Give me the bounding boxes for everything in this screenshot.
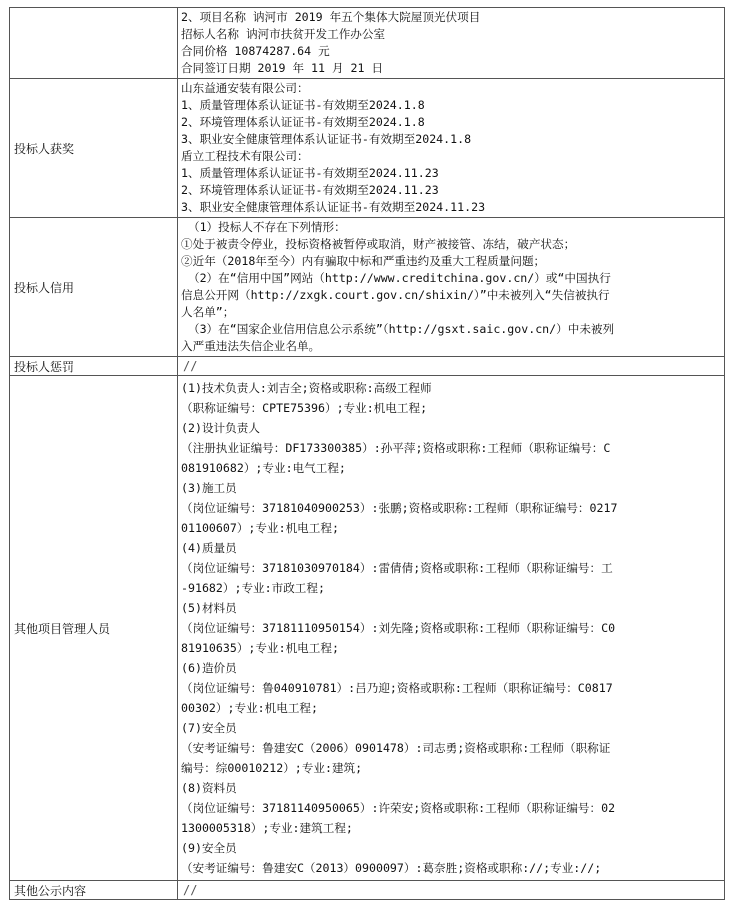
text-line: （1）投标人不存在下列情形： [181, 220, 346, 234]
text-line: (7)安全员 [181, 721, 237, 735]
text-line: 01100607）;专业:机电工程; [181, 521, 339, 535]
performance-label-cell [10, 8, 178, 79]
text-line: 入严重违法失信企业名单。 [181, 339, 321, 353]
penalty-label: 投标人惩罚 [10, 357, 178, 376]
text-line: （安考证编号：鲁建安C（2013）0900097）:葛奈胜;资格或职称://;专业://; [181, 861, 602, 875]
awards-row [10, 79, 725, 218]
text-line: 盾立工程技术有限公司： [181, 149, 309, 163]
text-line: (5)材料员 [181, 601, 237, 615]
credit-label: 投标人信用 [10, 218, 178, 357]
penalty-value: // [183, 359, 198, 373]
other-content [178, 881, 725, 900]
text-line: （职称证编号：CPTE75396）;专业:机电工程; [181, 401, 428, 415]
text-line: (4)质量员 [181, 541, 237, 555]
staff-row [10, 376, 725, 881]
text-line: 1、质量管理体系认证证书-有效期至2024.1.8 [181, 98, 425, 112]
text-line: （3）在“国家企业信用信息公示系统”（http://gsxt.saic.gov.cn/）中未被列 [181, 322, 615, 336]
text-line: 人名单”； [181, 305, 235, 319]
other-row [10, 881, 725, 900]
text-line: （安考证编号：鲁建安C（2006）0901478）:司志勇;资格或职称:工程师（职称证 [181, 741, 611, 755]
staff-label: 其他项目管理人员 [10, 376, 178, 881]
text-line: (2)设计负责人 [181, 421, 260, 435]
text-line: 编号：综00010212）;专业:建筑; [181, 761, 363, 775]
text-line: （岗位证编号：37181140950065）:许荣安;资格或职称:工程师（职称证编号：02 [181, 801, 616, 815]
text-line: 合同签订日期 2019 年 11 月 21 日 [181, 61, 384, 75]
text-line: ①处于被责令停业，投标资格被暂停或取消，财产被接管、冻结，破产状态； [181, 237, 576, 251]
performance-content [178, 8, 725, 79]
text-line: ②近年（2018年至今）内有骗取中标和严重违约及重大工程质量问题； [181, 254, 546, 268]
text-line: （岗位证编号：37181110950154）:刘先隆;资格或职称:工程师（职称证编号：C0 [181, 621, 616, 635]
text-line: 合同价格 10874287.64 元 [181, 44, 330, 58]
text-line: 2、环境管理体系认证证书-有效期至2024.11.23 [181, 183, 439, 197]
staff-content [178, 376, 725, 881]
penalty-row [10, 357, 725, 376]
text-line: （岗位证编号：37181030970184）:雷倩倩;资格或职称:工程师（职称证编号：工 [181, 561, 613, 575]
text-line: 1300005318）;专业:建筑工程; [181, 821, 353, 835]
text-line: (3)施工员 [181, 481, 237, 495]
text-line: (8)资料员 [181, 781, 237, 795]
text-line: 81910635）;专业:机电工程; [181, 641, 339, 655]
text-line: （岗位证编号：37181040900253）:张鹏;资格或职称:工程师（职称证编号：0217 [181, 501, 618, 515]
text-line: 招标人名称 讷河市扶贫开发工作办公室 [181, 27, 386, 41]
text-line: -91682）;专业:市政工程; [181, 581, 325, 595]
other-label: 其他公示内容 [10, 881, 178, 900]
text-line: （2）在“信用中国”网站（http://www.creditchina.gov.cn/）或“中国执行 [181, 271, 611, 285]
awards-content [178, 79, 725, 218]
text-line: （岗位证编号：鲁040910781）:吕乃迎;资格或职称:工程师（职称证编号：C0817 [181, 681, 613, 695]
text-line: 2、环境管理体系认证证书-有效期至2024.1.8 [181, 115, 425, 129]
text-line: 2、项目名称 讷河市 2019 年五个集体大院屋顶光伏项目 [181, 10, 481, 24]
text-line: 1、质量管理体系认证证书-有效期至2024.11.23 [181, 166, 439, 180]
text-line: (9)安全员 [181, 841, 237, 855]
text-line: (6)造价员 [181, 661, 237, 675]
text-line: 信息公开网（http://zxgk.court.gov.cn/shixin/）”中未被列入“失信被执行 [181, 288, 610, 302]
credit-row [10, 218, 725, 357]
text-line: 山东益通安装有限公司： [181, 81, 309, 95]
text-line: (1)技术负责人:刘吉全;资格或职称:高级工程师 [181, 381, 432, 395]
penalty-content [178, 357, 725, 376]
tender-info-table [9, 7, 725, 900]
other-value: // [183, 883, 198, 897]
text-line: （注册执业证编号：DF173300385）:孙平萍;资格或职称:工程师（职称证编号：C [181, 441, 611, 455]
performance-row [10, 8, 725, 79]
awards-label: 投标人获奖 [10, 79, 178, 218]
text-line: 00302）;专业:机电工程; [181, 701, 318, 715]
text-line: 081910682）;专业:电气工程; [181, 461, 346, 475]
credit-content [178, 218, 725, 357]
text-line: 3、职业安全健康管理体系认证证书-有效期至2024.11.23 [181, 200, 486, 214]
text-line: 3、职业安全健康管理体系认证证书-有效期至2024.1.8 [181, 132, 472, 146]
